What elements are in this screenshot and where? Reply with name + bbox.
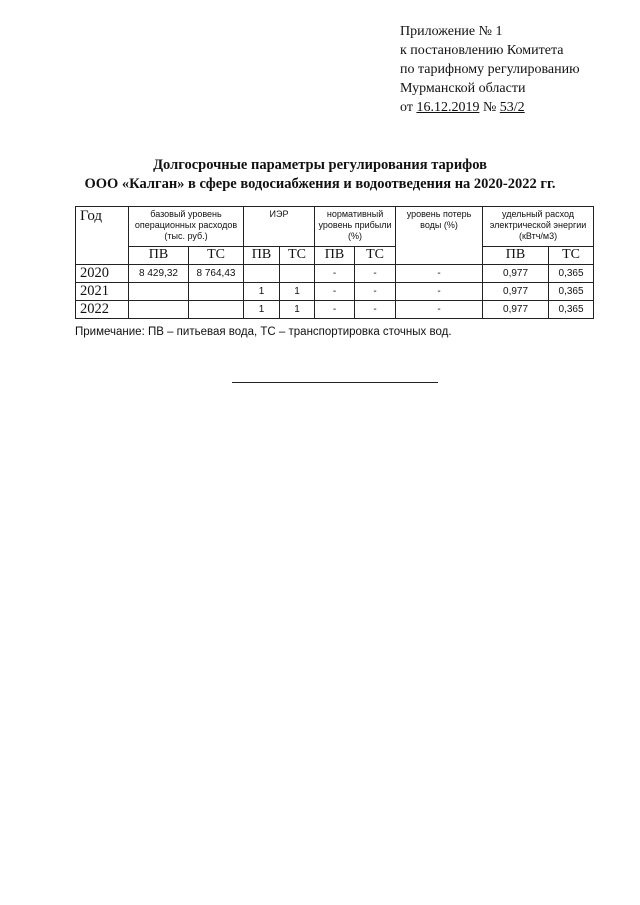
appendix-date-line (400, 98, 580, 117)
appendix-line: по тарифному регулированию (400, 62, 580, 77)
title-line-2: ООО «Калган» в сфере водосиабжения и водоотведения на 2020-2022 гг. (84, 176, 556, 192)
document-title (20, 156, 620, 194)
cell-profit-pv: - (315, 301, 355, 319)
cell-profit-ts: - (355, 301, 396, 319)
table-note: Примечание: ПВ – питьевая вода, ТС – транспортировка сточных вод. (75, 326, 452, 338)
appendix-line: Приложение № 1 (400, 24, 503, 39)
cell-ier-ts: 1 (280, 301, 315, 319)
cell-ier-pv: 1 (244, 283, 280, 301)
cell-ier-ts (280, 265, 315, 283)
cell-water-loss: - (396, 283, 483, 301)
table-row (76, 301, 594, 319)
cell-profit-ts: - (355, 283, 396, 301)
cell-base-ts: 8 764,43 (189, 265, 244, 283)
cell-year: 2020 (76, 265, 129, 283)
decree-date: 16.12.2019 (416, 100, 480, 115)
cell-energy-pv: 0,977 (483, 301, 549, 319)
parameters-table (75, 206, 594, 319)
cell-base-pv (129, 283, 189, 301)
appendix-line: к постановлению Комитета (400, 43, 564, 58)
cell-year: 2021 (76, 283, 129, 301)
subheader-profit-ts: ТС (355, 247, 396, 265)
cell-profit-pv: - (315, 265, 355, 283)
cell-ier-ts: 1 (280, 283, 315, 301)
table-subheader-row (76, 247, 594, 265)
appendix-line: Мурманской области (400, 81, 526, 96)
number-prefix: № (479, 100, 500, 115)
cell-ier-pv: 1 (244, 301, 280, 319)
header-water-loss: уровень потерь воды (%) (396, 207, 483, 265)
subheader-energy-ts: ТС (549, 247, 594, 265)
subheader-ier-ts: ТС (280, 247, 315, 265)
cell-energy-pv: 0,977 (483, 283, 549, 301)
subheader-energy-pv: ПВ (483, 247, 549, 265)
cell-base-pv (129, 301, 189, 319)
cell-water-loss: - (396, 301, 483, 319)
date-prefix: от (400, 100, 417, 115)
subheader-profit-pv: ПВ (315, 247, 355, 265)
subheader-base-pv: ПВ (129, 247, 189, 265)
subheader-base-ts: ТС (189, 247, 244, 265)
cell-energy-pv: 0,977 (483, 265, 549, 283)
cell-profit-ts: - (355, 265, 396, 283)
header-year: Год (76, 207, 129, 265)
table-row (76, 283, 594, 301)
decree-number: 53/2 (499, 100, 525, 115)
cell-base-ts (189, 301, 244, 319)
appendix-header (400, 22, 580, 117)
cell-energy-ts: 0,365 (549, 301, 594, 319)
header-ier: ИЭР (244, 207, 315, 247)
cell-year: 2022 (76, 301, 129, 319)
cell-water-loss: - (396, 265, 483, 283)
cell-base-ts (189, 283, 244, 301)
title-line-1: Долгосрочные параметры регулирования тарифов (153, 157, 487, 173)
cell-base-pv: 8 429,32 (129, 265, 189, 283)
cell-energy-ts: 0,365 (549, 283, 594, 301)
cell-ier-pv (244, 265, 280, 283)
cell-energy-ts: 0,365 (549, 265, 594, 283)
subheader-ier-pv: ПВ (244, 247, 280, 265)
header-profit: нормативный уровень прибыли (%) (315, 207, 396, 247)
table-row (76, 265, 594, 283)
table-header-row (76, 207, 594, 247)
header-base-costs: базовый уровень операционных расходов (тыс. руб.) (129, 207, 244, 247)
separator-line (232, 382, 438, 383)
header-energy: удельный расход электрической энергии (кВтч/м3) (483, 207, 594, 247)
cell-profit-pv: - (315, 283, 355, 301)
